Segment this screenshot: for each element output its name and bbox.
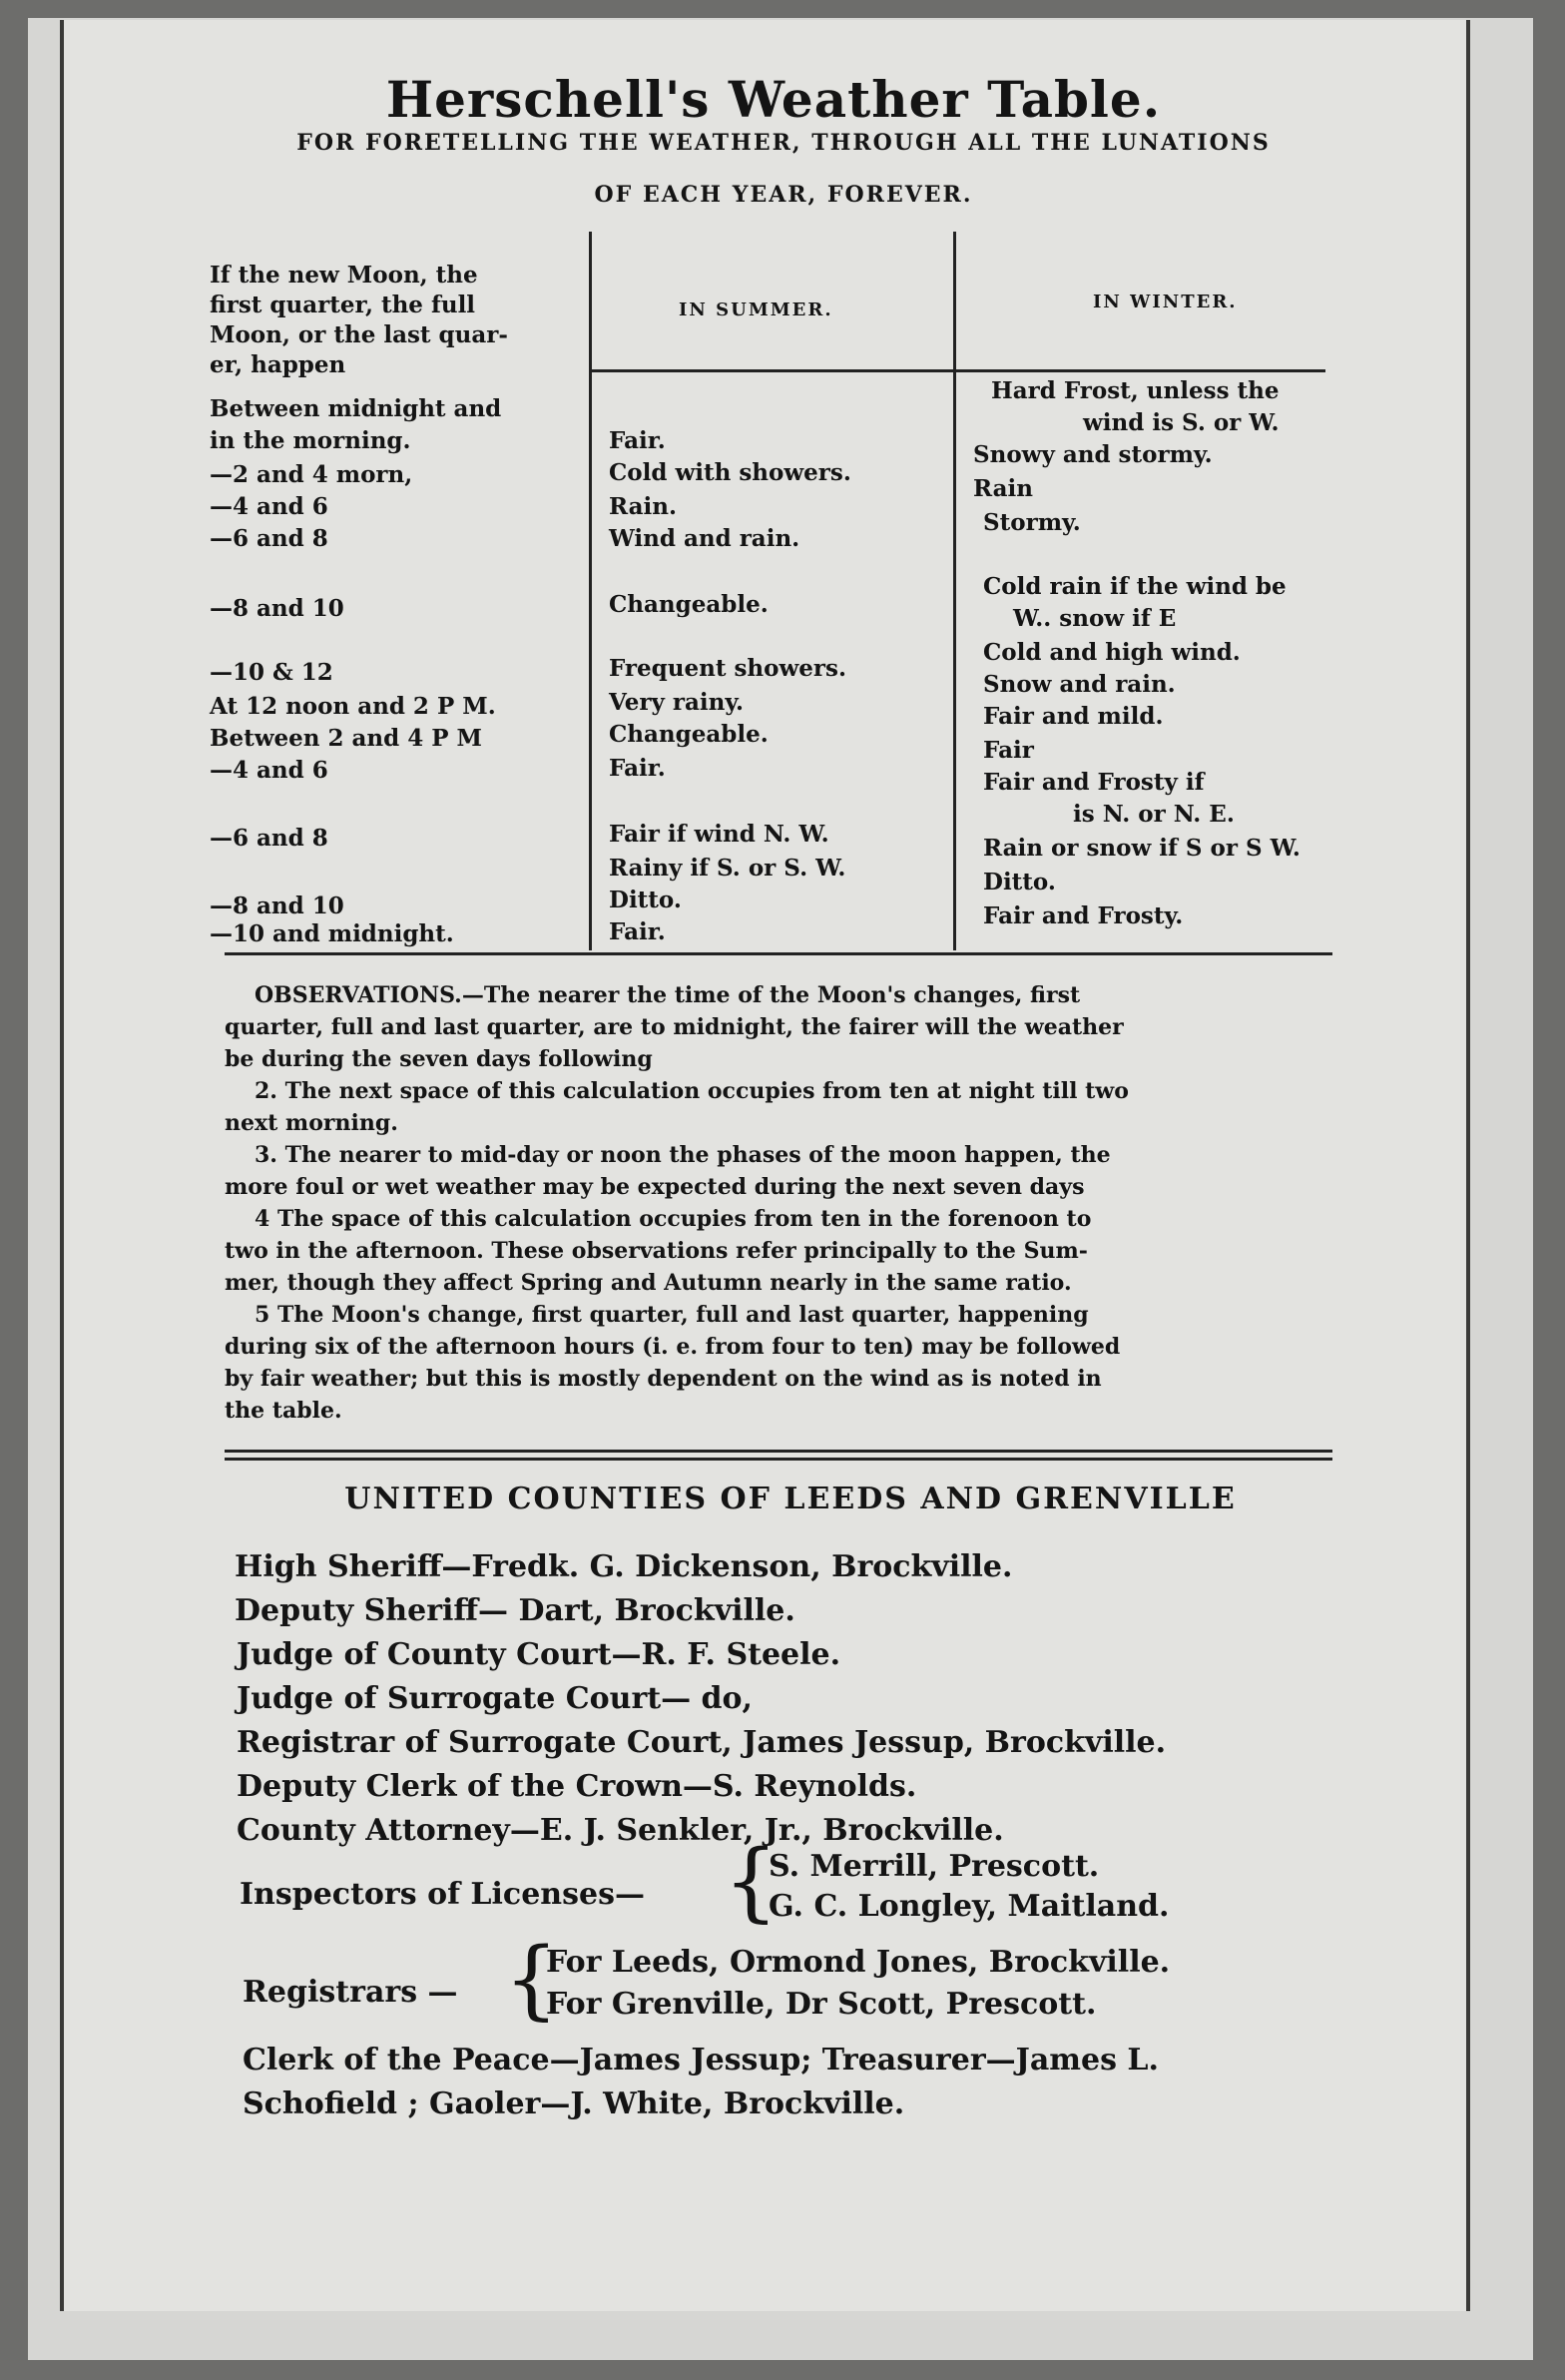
time-row: —10 and midnight. <box>210 920 454 947</box>
summer-row: Fair. <box>609 427 666 454</box>
official-entry: Judge of County Court—R. F. Steele. <box>237 1637 841 1672</box>
time-row: —4 and 6 <box>210 757 328 784</box>
winter-row: Snow and rain. <box>983 671 1176 698</box>
winter-row: Fair and Frosty if <box>983 769 1205 796</box>
summer-row: Rain. <box>609 493 678 520</box>
observation-line: 2. The next space of this calculation occupies from ten at night till two <box>255 1078 1129 1104</box>
observation-line: be during the seven days following <box>225 1046 653 1072</box>
registrars-brace: { <box>504 1930 559 2030</box>
winter-row: wind is S. or W. <box>1083 409 1280 436</box>
summer-row: Changeable. <box>609 591 769 618</box>
observation-line: OBSERVATIONS.—The nearer the time of the Moon's changes, first <box>255 982 1081 1008</box>
official-entry: County Attorney—E. J. Senkler, Jr., Brockville. <box>237 1813 1004 1848</box>
time-row: —4 and 6 <box>210 493 328 520</box>
observation-line: more foul or wet weather may be expected during the next seven days <box>225 1174 1085 1200</box>
summer-row: Fair if wind N. W. <box>609 821 829 848</box>
table-column-divider-2 <box>953 232 956 950</box>
inspector-entry: S. Merrill, Prescott. <box>769 1849 1100 1884</box>
registrars-label: Registrars — <box>243 1975 458 2010</box>
time-row: —8 and 10 <box>210 892 344 919</box>
time-row: —8 and 10 <box>210 595 344 622</box>
summer-row: Fair. <box>609 918 666 945</box>
table-column-divider-1 <box>589 232 592 950</box>
winter-row: Stormy. <box>983 509 1081 536</box>
winter-row: Snowy and stormy. <box>973 441 1213 468</box>
observation-line: two in the afternoon. These observations refer principally to the Sum- <box>225 1238 1088 1264</box>
time-row: —10 & 12 <box>210 659 333 686</box>
time-row: —6 and 8 <box>210 525 328 552</box>
official-entry: Judge of Surrogate Court— do, <box>237 1681 753 1716</box>
winter-row: Fair <box>983 737 1034 764</box>
time-row: —6 and 8 <box>210 825 328 852</box>
time-row: Between midnight and <box>210 395 502 422</box>
official-entry: Deputy Clerk of the Crown—S. Reynolds. <box>237 1769 917 1804</box>
observation-line: during six of the afternoon hours (i. e. from four to ten) may be followed <box>225 1334 1121 1360</box>
winter-row: Rain or snow if S or S W. <box>983 835 1301 862</box>
winter-row: Cold rain if the wind be <box>983 573 1287 600</box>
observation-line: next morning. <box>225 1110 398 1136</box>
table-bottom-rule <box>225 952 1332 955</box>
condition-header-line: Moon, or the last quar- <box>210 321 508 348</box>
section-double-rule-top <box>225 1450 1332 1453</box>
observation-line: 3. The nearer to mid-day or noon the phases of the moon happen, the <box>255 1142 1111 1168</box>
winter-column-header: IN WINTER. <box>1093 292 1238 312</box>
observation-line: quarter, full and last quarter, are to midnight, the fairer will the weather <box>225 1014 1124 1040</box>
time-row: Between 2 and 4 P M <box>210 725 482 752</box>
subtitle-line-1: FOR FORETELLING THE WEATHER, THROUGH ALL THE LUNATIONS <box>296 130 1271 156</box>
official-entry: Clerk of the Peace—James Jessup; Treasurer—James L. <box>243 2043 1159 2078</box>
time-row: At 12 noon and 2 P M. <box>210 693 496 720</box>
condition-header-line: er, happen <box>210 351 346 378</box>
counties-heading: UNITED COUNTIES OF LEEDS AND GRENVILLE <box>344 1482 1237 1516</box>
observation-line: by fair weather; but this is mostly dependent on the wind as is noted in <box>225 1366 1102 1392</box>
winter-row: W.. snow if E <box>1013 605 1177 632</box>
section-double-rule-bottom <box>225 1458 1332 1461</box>
observation-line: mer, though they affect Spring and Autumn nearly in the same ratio. <box>225 1270 1072 1296</box>
summer-row: Wind and rain. <box>609 525 800 552</box>
observation-line: 5 The Moon's change, first quarter, full and last quarter, happening <box>255 1302 1089 1328</box>
observation-line: the table. <box>225 1398 342 1424</box>
summer-row: Rainy if S. or S. W. <box>609 855 846 882</box>
subtitle-line-2: OF EACH YEAR, FOREVER. <box>594 182 973 208</box>
observation-line: 4 The space of this calculation occupies from ten in the forenoon to <box>255 1206 1092 1232</box>
official-entry: High Sheriff—Fredk. G. Dickenson, Brockville. <box>235 1549 1013 1584</box>
summer-row: Ditto. <box>609 887 682 913</box>
time-row: —2 and 4 morn, <box>210 461 413 488</box>
official-entry: Schofield ; Gaoler—J. White, Brockville. <box>243 2086 905 2121</box>
inspectors-brace: { <box>724 1832 779 1932</box>
winter-row: Rain <box>973 475 1034 502</box>
official-entry: Deputy Sheriff— Dart, Brockville. <box>235 1593 795 1628</box>
summer-row: Changeable. <box>609 721 769 748</box>
summer-row: Cold with showers. <box>609 459 851 486</box>
condition-header-line: If the new Moon, the <box>210 262 478 289</box>
registrar-entry: For Leeds, Ormond Jones, Brockville. <box>546 1945 1171 1980</box>
inspector-entry: G. C. Longley, Maitland. <box>769 1889 1170 1924</box>
summer-row: Fair. <box>609 755 666 782</box>
winter-row: Cold and high wind. <box>983 639 1241 666</box>
summer-header-rule <box>592 369 953 372</box>
registrar-entry: For Grenville, Dr Scott, Prescott. <box>546 1987 1097 2022</box>
condition-header-line: first quarter, the full <box>210 292 476 318</box>
document-title: Herschell's Weather Table. <box>385 70 1162 129</box>
summer-row: Frequent showers. <box>609 655 846 682</box>
time-row: in the morning. <box>210 427 411 454</box>
winter-row: Hard Frost, unless the <box>991 377 1280 404</box>
winter-row: Fair and Frosty. <box>983 902 1184 929</box>
winter-row: is N. or N. E. <box>1073 801 1235 828</box>
weather-table-document <box>185 0 1362 2380</box>
inspectors-label: Inspectors of Licenses— <box>240 1877 645 1912</box>
winter-row: Ditto. <box>983 869 1056 895</box>
winter-row: Fair and mild. <box>983 703 1164 730</box>
official-entry: Registrar of Surrogate Court, James Jessup, Brockville. <box>237 1725 1167 1760</box>
summer-row: Very rainy. <box>609 689 745 716</box>
winter-header-rule <box>956 369 1325 372</box>
summer-column-header: IN SUMMER. <box>679 299 833 320</box>
